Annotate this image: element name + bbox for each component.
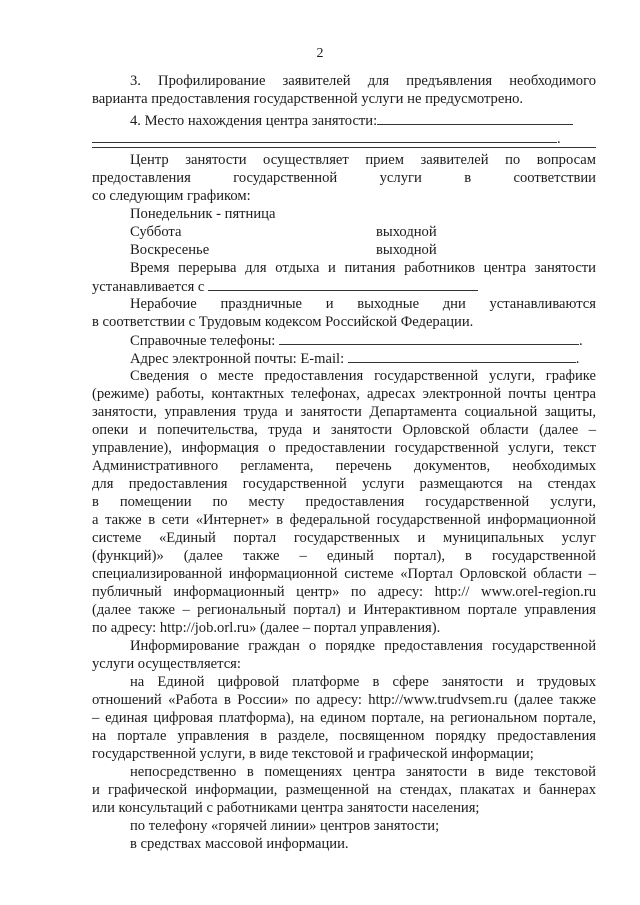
phones-label: Справочные телефоны:: [130, 333, 276, 349]
schedule-value-2: выходной: [376, 224, 437, 240]
email-line: [130, 349, 596, 367]
info-line-14: (далее также – региональный портал) и Интерактивном портале управления: [92, 602, 596, 618]
platform-line-3: – единая цифровая платформа), на едином портале, на региональном портале,: [92, 710, 596, 726]
media-line: в средствах массовой информации.: [130, 836, 349, 852]
info-line-5: управление), информация о предоставлении государственной услуги, текст: [92, 440, 596, 456]
location-blank: [377, 111, 573, 125]
location-blank-2: [92, 129, 557, 143]
info-line-2: (режиме) работы, контактных телефонах, адресах электронной почты центра: [92, 386, 596, 402]
info-line-6: Административного регламента, перечень документов, необходимых: [92, 458, 596, 474]
info-line-4: опеки и попечительства, труда и занятости Орловской области (далее –: [92, 422, 596, 438]
info-line-13: публичный информационный центр» по адресу: http:// www.orel-region.ru: [92, 584, 596, 600]
item4-label: 4. Место нахождения центра занятости:: [130, 113, 378, 129]
info-line-3: занятости, управления труда и занятости Департамента социальной защиты,: [92, 404, 596, 420]
platform-line-1: на Единой цифровой платформе в сфере занятости и трудовых: [130, 674, 596, 690]
platform-line-2: отношений «Работа в России» по адресу: http://www.trudvsem.ru (далее также: [92, 692, 596, 708]
info-line-7: для предоставления государственной услуги размещаются на стендах: [92, 476, 596, 492]
phones-line: [130, 331, 596, 349]
info-line-12: специализированной информационной системе «Портал Орловской области –: [92, 566, 596, 582]
info-line-10: системе «Единый портал государственных и муниципальных услуг: [92, 530, 596, 546]
break-label: устанавливается с: [92, 279, 205, 295]
phones-trail: .: [578, 333, 583, 349]
separator-line: [92, 147, 596, 148]
holidays-line2: в соответствии с Трудовым кодексом Российской Федерации.: [92, 314, 474, 330]
phones-blank: [279, 331, 579, 345]
schedule-day-1: Понедельник - пятница: [130, 206, 276, 222]
info-line-8: в помещении по месту предоставления государственной услуги,: [92, 494, 596, 510]
info-line-15: по адресу: http://job.orl.ru» (далее – портал управления).: [92, 620, 441, 636]
holidays-line1: Нерабочие праздничные и выходные дни устанавливаются: [130, 296, 596, 312]
center-line3: со следующим графиком:: [92, 188, 251, 204]
info-line-1: Сведения о месте предоставления государственной услуги, графике: [130, 368, 596, 384]
email-blank: [348, 349, 576, 363]
email-label: Адрес электронной почты: E-mail:: [130, 351, 345, 367]
schedule-value-3: выходной: [376, 242, 437, 258]
center-line2: предоставления государственной услуги в соответствии: [92, 170, 596, 186]
hotline-line: по телефону «горячей линии» центров занятости;: [130, 818, 440, 834]
break-time-blank: [208, 277, 478, 291]
item3-line2: варианта предоставления государственной услуги не предусмотрено.: [92, 91, 524, 107]
informing-line-1: Информирование граждан о порядке предоставления государственной: [130, 638, 596, 654]
platform-line-4: на портале управления в разделе, посвященном порядку предоставления: [92, 728, 596, 744]
premises-line-2: и графической информации, размещенной на стендах, плакатах и баннерах: [92, 782, 596, 798]
break-line2: [92, 277, 596, 295]
item4-trail: .: [557, 131, 561, 147]
item3-line1: 3. Профилирование заявителей для предъявления необходимого: [130, 73, 596, 89]
informing-line-2: услуги осуществляется:: [92, 656, 241, 672]
premises-line-3: или консультаций с работниками центра занятости населения;: [92, 800, 480, 816]
schedule-day-3: Воскресенье: [130, 242, 210, 258]
info-line-9: а также в сети «Интернет» в федеральной государственной информационной: [92, 512, 596, 528]
break-line1: Время перерыва для отдыха и питания работников центра занятости: [130, 260, 596, 276]
schedule-day-2: Суббота: [130, 224, 182, 240]
premises-line-1: непосредственно в помещениях центра занятости в виде текстовой: [130, 764, 596, 780]
page-number: 2: [316, 46, 324, 61]
info-line-11: (функций)» (далее также – единый портал), в государственной: [92, 548, 596, 564]
item4-line: [130, 111, 596, 129]
platform-line-5: государственной услуги, в виде текстовой и графической информации;: [92, 746, 534, 762]
center-line1: Центр занятости осуществляет прием заявителей по вопросам: [130, 152, 596, 168]
email-trail: .: [575, 351, 580, 367]
item4-line2: [92, 129, 596, 147]
